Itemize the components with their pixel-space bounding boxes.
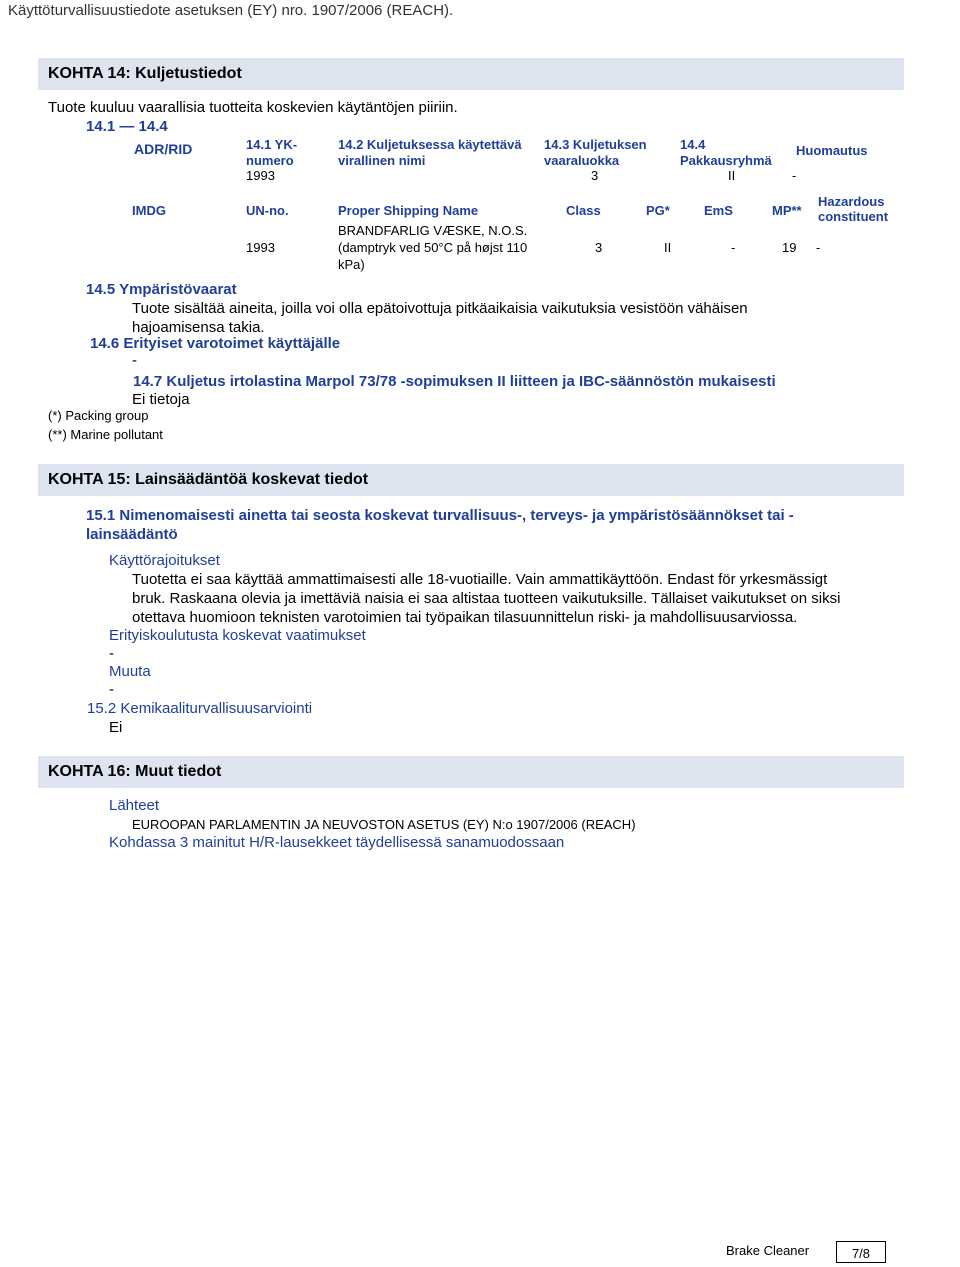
restrictions-title: Käyttörajoitukset <box>109 552 220 569</box>
document-header: Käyttöturvallisuustiedote asetuksen (EY) nro. 1907/2006 (REACH). <box>8 2 454 19</box>
footer-page-number: 7/8 <box>851 1246 871 1261</box>
section-14-7-title: 14.7 Kuljetus irtolastina Marpol 73/78 -sopimuksen II liitteen ja IBC-säännöstön mukaisesti <box>133 373 776 390</box>
imdg-header-mp: MP** <box>772 203 802 218</box>
adr-cell-un: 1993 <box>246 168 275 183</box>
section-14-5-title: 14.5 Ympäristövaarat <box>86 281 237 298</box>
h-statements-title: Kohdassa 3 mainitut H/R-lausekkeet täydellisessä sanamuodossaan <box>109 834 565 851</box>
imdg-cell-ems: - <box>731 240 736 255</box>
section-14-7-value: Ei tietoja <box>132 391 190 408</box>
section-15-1-title <box>86 506 794 544</box>
imdg-header-pg: PG* <box>646 203 670 218</box>
section-14-intro: Tuote kuuluu vaarallisia tuotteita koskevien käytäntöjen piiriin. <box>48 99 458 116</box>
imdg-header-un: UN-no. <box>246 203 289 218</box>
section-14-5-line: hajoamisensa takia. <box>132 319 265 336</box>
adr-cell-pg: II <box>728 168 736 183</box>
section-16-title: KOHTA 16: Muut tiedot <box>48 763 222 780</box>
sources-title: Lähteet <box>109 797 160 814</box>
sources-value: EUROOPAN PARLAMENTIN JA NEUVOSTON ASETUS (EY) N:o 1907/2006 (REACH) <box>132 817 636 832</box>
training-title: Erityiskoulutusta koskevat vaatimukset <box>109 627 366 644</box>
imdg-name-line: kPa) <box>338 257 365 272</box>
adr-header-un: 14.1 YK- numero <box>246 137 298 168</box>
section-14-band <box>38 58 904 90</box>
imdg-cell-hazardous: - <box>816 240 821 255</box>
footnote-marine-pollutant: (**) Marine pollutant <box>48 427 163 442</box>
imdg-cell-pg: II <box>664 240 672 255</box>
training-value: - <box>109 645 114 662</box>
imdg-cell-name <box>338 222 527 273</box>
imdg-label: IMDG <box>132 203 166 218</box>
adr-label: ADR/RID <box>134 141 193 157</box>
section-15-2-title: 15.2 Kemikaaliturvallisuusarviointi <box>87 700 313 717</box>
section-14-range: 14.1 — 14.4 <box>86 118 168 135</box>
adr-header-pg: 14.4 Pakkausryhmä <box>680 137 772 168</box>
section-14-5-text <box>132 299 748 337</box>
footer-product: Brake Cleaner <box>726 1243 810 1258</box>
other-title: Muuta <box>109 663 151 680</box>
other-value: - <box>109 681 114 698</box>
footnote-packing-group: (*) Packing group <box>48 408 149 423</box>
restrictions-line: Tuotetta ei saa käyttää ammattimaisesti alle 18-vuotiaille. Vain ammattikäyttöön. Endast för yrkesmässigt <box>132 571 828 588</box>
imdg-header-class: Class <box>566 203 601 218</box>
imdg-header-name: Proper Shipping Name <box>338 203 479 218</box>
section-15-title: KOHTA 15: Lainsäädäntöä koskevat tiedot <box>48 471 369 488</box>
section-15-1-line: 15.1 Nimenomaisesti ainetta tai seosta koskevat turvallisuus-, terveys- ja ympäristösäännökset tai - <box>86 507 794 524</box>
section-15-1-line: lainsäädäntö <box>86 526 178 543</box>
restrictions-text <box>132 570 840 627</box>
imdg-cell-mp: 19 <box>782 240 797 255</box>
imdg-cell-class: 3 <box>595 240 603 255</box>
adr-cell-note: - <box>792 168 797 183</box>
footer-page-box <box>836 1241 886 1263</box>
section-15-band <box>38 464 904 496</box>
imdg-name-line: (damptryk ved 50°C på højst 110 <box>338 240 528 255</box>
imdg-cell-un: 1993 <box>246 240 275 255</box>
section-14-title: KOHTA 14: Kuljetustiedot <box>48 65 242 82</box>
section-14-6-value: - <box>132 352 137 369</box>
imdg-header-ems: EmS <box>704 203 733 218</box>
adr-cell-class: 3 <box>591 168 599 183</box>
adr-header-note: Huomautus <box>796 143 868 158</box>
section-14-6-title: 14.6 Erityiset varotoimet käyttäjälle <box>90 335 341 352</box>
imdg-name-line: BRANDFARLIG VÆSKE, N.O.S. <box>338 223 528 238</box>
section-14-5-line: Tuote sisältää aineita, joilla voi olla epätoivottuja pitkäaikaisia vaikutuksia vesistöön vähäisen <box>132 300 748 317</box>
adr-header-name: 14.2 Kuljetuksessa käytettävä virallinen nimi <box>338 137 522 168</box>
adr-header-class: 14.3 Kuljetuksen vaaraluokka <box>544 137 647 168</box>
restrictions-line: otettava huomioon teknisten varotoimien tai työpaikan tilasuunnittelun riski- ja mahdollisuusarviossa. <box>132 609 798 626</box>
section-16-band <box>38 756 904 788</box>
imdg-header-hazardous: Hazardous constituent <box>818 194 889 224</box>
section-15-2-value: Ei <box>109 719 123 736</box>
restrictions-line: bruk. Raskaana olevia ja imettäviä naisia ei saa altistaa tuotteen vaikutuksille. Tällaiset vaikutukset on siksi <box>132 590 841 607</box>
